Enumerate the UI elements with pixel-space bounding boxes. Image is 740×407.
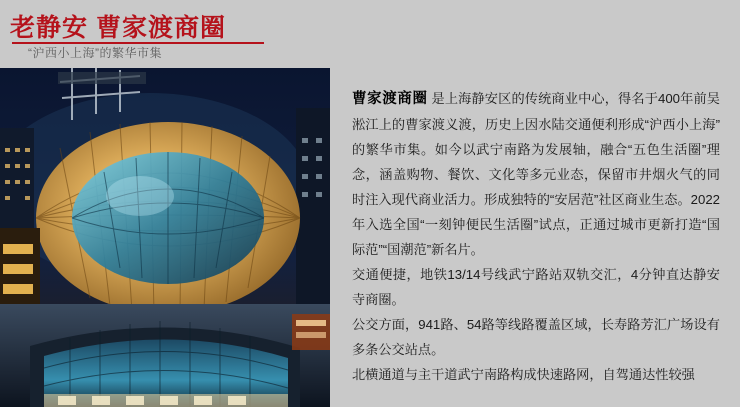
description-text [352,86,720,387]
lead-term: 曹家渡商圈 [352,91,428,107]
description-panel [330,48,740,407]
paragraph-road: 北横通道与主干道武宁南路构成快速路网，自驾通达性较强 [352,367,695,382]
paragraph-intro-body: 是上海静安区的传统商业中心，得名于400年前吴淞江上的曹家渡义渡，历史上因水陆交通便利形成“沪西小上海”的繁华市集。如今以武宁南路为发展轴，融合“五色生活圈”理念，涵盖购物、餐饮、文化等多元业态，保留市井烟火气的同时注入现代商业活力。形成独特的“安居范”社区商业生态。2022年入选全国“一刻钟便民生活圈”试点，正通过城市更新打造“国际范”“国潮范”新名片。 [352,91,720,257]
page-title: 老静安 曹家渡商圈 [10,14,226,42]
paragraph-bus: 公交方面，941路、54路等线路覆盖区域，长寿路芳汇广场设有多条公交站点。 [352,317,720,357]
paragraph-intro [352,86,720,262]
photo-illustration [0,68,330,407]
paragraph-transit: 交通便捷，地铁13/14号线武宁路站双轨交汇，4分钟直达静安寺商圈。 [352,267,720,307]
district-photo [0,68,330,407]
page-subtitle: “沪西小上海”的繁华市集 [28,46,162,60]
